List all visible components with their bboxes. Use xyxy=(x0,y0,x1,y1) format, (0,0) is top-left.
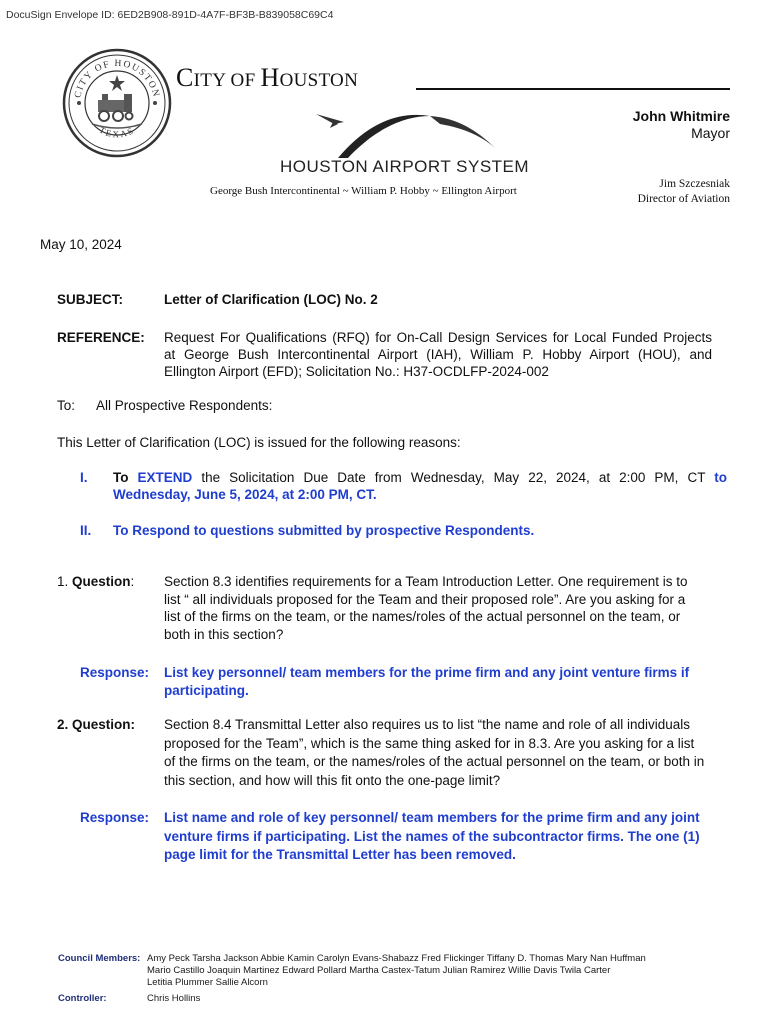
seal-bottom-text: TEXAS xyxy=(97,124,137,140)
reference-text xyxy=(164,329,712,380)
city-title: CITY OF HOUSTON xyxy=(176,63,359,92)
reason-numeral: II. xyxy=(80,523,92,538)
council-label: Council Members: xyxy=(58,953,141,964)
reference-label: REFERENCE: xyxy=(57,330,145,345)
question-line: both in this section? xyxy=(164,626,284,642)
response-line: participating. xyxy=(164,683,249,698)
reason-extend-line: To EXTEND the Solicitation Due Date from Wednesday, May 22, 2024, at 2:00 PM, CT to xyxy=(113,470,727,485)
question-line: list “ all individuals proposed for the Team and their proposed role”. Are you asking for a xyxy=(164,591,686,607)
response-line: List name and role of key personnel/ team members for the prime firm and any joint xyxy=(164,810,700,825)
subject-value: Letter of Clarification (LOC) No. 2 xyxy=(164,292,378,307)
director-name: Jim Szczesniak xyxy=(659,178,730,190)
response-text xyxy=(164,664,724,700)
reason-extend xyxy=(113,469,727,503)
question-line: this section, and how will this fit onto the one-page limit? xyxy=(164,772,501,788)
council-members xyxy=(147,953,707,989)
question-label: 1. Question: xyxy=(57,574,135,589)
response-text xyxy=(164,809,724,865)
reference-line: Request For Qualifications (RFQ) for On-Call Design Services for Local Funded Projects xyxy=(164,330,712,345)
question-line: Section 8.4 Transmittal Letter also requires us to list “the name and role of all individuals xyxy=(164,717,691,732)
question-text xyxy=(164,573,714,643)
intro-text: This Letter of Clarification (LOC) is issued for the following reasons: xyxy=(57,435,461,450)
mayor-name: John Whitmire xyxy=(632,108,730,124)
council-line: Mario Castillo Joaquin Martinez Edward Pollard Martha Castex-Tatum Julian Ramirez Willie Davis Twila Carter xyxy=(147,965,611,976)
docusign-envelope-id: DocuSign Envelope ID: 6ED2B908-891D-4A7F-BF3B-B839058C69C4 xyxy=(6,9,334,21)
response-line: venture firms if participating. List the names of the subcontractor firms. The one (1) xyxy=(164,828,700,844)
question-line: of the firms on the team, or the names/roles of the actual personnel on the team, or both in xyxy=(164,754,705,769)
reason-numeral: I. xyxy=(80,470,88,485)
to-label: To: xyxy=(57,398,76,413)
subject-label: SUBJECT: xyxy=(57,292,124,307)
reference-line: Ellington Airport (EFD); Solicitation No.: H37-OCDLFP-2024-002 xyxy=(164,364,549,379)
question-line: Section 8.3 identifies requirements for a Team Introduction Letter. One requirement is to xyxy=(164,574,688,589)
question-label: 2. Question: xyxy=(57,717,136,732)
council-line: Amy Peck Tarsha Jackson Abbie Kamin Carolyn Evans-Shabazz Fred Flickinger Tiffany D. Thomas Mary Nan Huffman xyxy=(147,953,646,964)
response-label: Response: xyxy=(80,810,150,825)
letter-date: May 10, 2024 xyxy=(40,237,122,252)
city-seal-icon xyxy=(62,48,172,158)
question-line: list of the firms on the team, or the names/roles of the actual personnel on the team, or xyxy=(164,609,681,624)
response-line: page limit for the Transmittal Letter has been removed. xyxy=(164,847,516,862)
title-divider xyxy=(416,88,730,90)
response-label: Response: xyxy=(80,665,150,680)
airport-system-name: HOUSTON AIRPORT SYSTEM xyxy=(280,157,530,176)
reference-line: at George Bush Intercontinental Airport (IAH), William P. Hobby Airport (HOU), and xyxy=(164,347,712,362)
airports-list: George Bush Intercontinental ~ William P. Hobby ~ Ellington Airport xyxy=(210,185,517,197)
director-title: Director of Aviation xyxy=(637,193,730,205)
controller-label: Controller: xyxy=(58,993,107,1004)
seal-top-text: CITY OF HOUSTON xyxy=(73,58,161,99)
controller-name: Chris Hollins xyxy=(147,993,201,1004)
reason-extend-date: Wednesday, June 5, 2024, at 2:00 PM, CT. xyxy=(113,487,377,502)
to-value: All Prospective Respondents: xyxy=(96,398,273,413)
response-line: List key personnel/ team members for the prime firm and any joint venture firms if xyxy=(164,665,690,680)
question-line: proposed for the Team”, which is the same thing asked for in 8.3. Are you asking for a list xyxy=(164,735,695,751)
reason-respond: To Respond to questions submitted by prospective Respondents. xyxy=(113,523,535,538)
mayor-title: Mayor xyxy=(691,125,730,141)
question-text xyxy=(164,716,720,790)
council-line: Letitia Plummer Sallie Alcorn xyxy=(147,977,268,988)
